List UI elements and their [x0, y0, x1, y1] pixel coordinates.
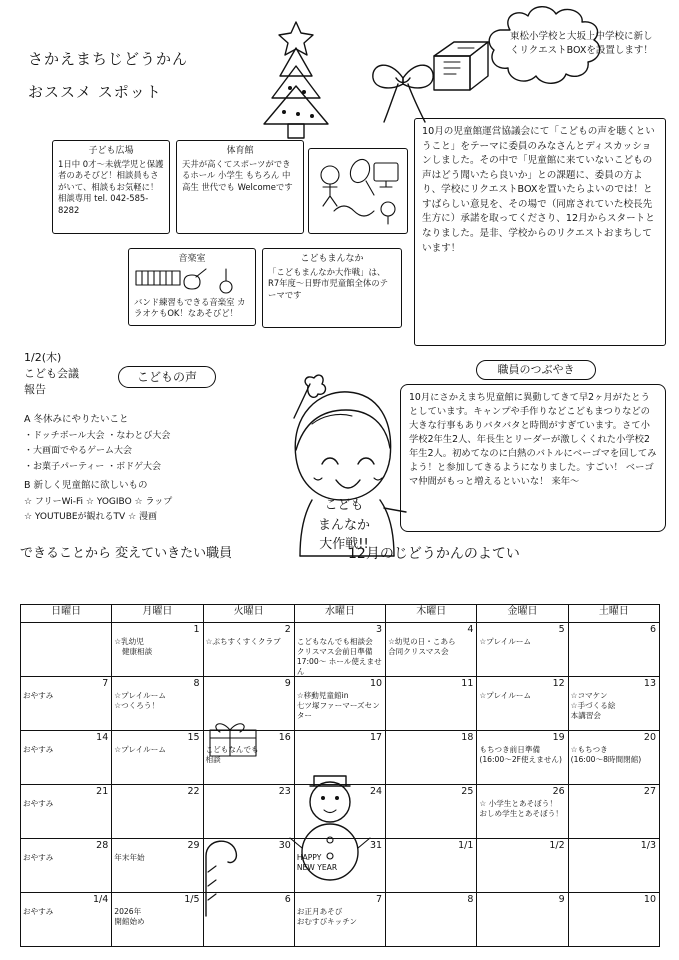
kodomo-kaigi-line2: こども会議: [24, 366, 79, 380]
calendar-event: ☆コマケン: [570, 691, 608, 701]
calendar-event: ☆プレイルーム: [114, 745, 166, 755]
calendar-day-cell[interactable]: [21, 677, 112, 731]
calendar-event: 合同クリスマス会: [388, 646, 449, 656]
calendar-day-cell[interactable]: [21, 839, 112, 893]
weekday-sat: 土曜日: [568, 605, 659, 623]
calendar-day-number: 25: [461, 786, 474, 798]
voice-item-a-3: ・お菓子パーティー ・ボドゲ大会: [24, 462, 161, 473]
calendar-day-number: 1/2: [549, 840, 565, 852]
calendar-day-events: [114, 691, 200, 711]
calendar-day-cell[interactable]: [112, 731, 203, 785]
spot-box-1-tag: 子ども広場: [88, 146, 134, 156]
calendar-day-number: 10: [643, 894, 656, 906]
request-box-callout: [418, 16, 666, 126]
spot-box-2-text: 天井が高くてスポーツができるホール 小学生 もちろん 中高生 世代でも Welcomeです: [182, 159, 293, 192]
calendar-day-cell[interactable]: [386, 893, 477, 947]
calendar-day-number: 1/5: [184, 894, 200, 906]
calendar-day-number: 1/4: [92, 894, 109, 906]
calendar-day-events: [114, 745, 200, 755]
calendar-event: ☆乳幼児: [114, 637, 144, 646]
calendar-day-number: 4: [467, 624, 474, 635]
calendar-day-number: 24: [370, 786, 383, 798]
sports-icons: [314, 153, 404, 229]
christmas-tree-icon: [236, 16, 356, 146]
calendar-event: 健康相談: [114, 646, 153, 656]
spot-box-4-tag: こどもまんなか: [300, 254, 364, 264]
calendar-day-events: [206, 637, 292, 647]
calendar-day-number: 7: [102, 678, 109, 690]
calendar-day-cell[interactable]: [294, 893, 385, 947]
calendar-day-cell[interactable]: [477, 677, 568, 731]
weekday-mon: 月曜日: [112, 605, 203, 623]
calendar-day-number: 23: [278, 786, 291, 798]
calendar-day-number: 13: [643, 678, 656, 690]
title-line-1: さかえまちじどうかん: [28, 50, 189, 68]
calendar-day-cell[interactable]: [568, 839, 659, 893]
calendar-day-number: 16: [278, 732, 291, 744]
calendar-day-cell[interactable]: [386, 731, 477, 785]
calendar-day-number: 9: [284, 678, 291, 690]
calendar-event: ☆幼児の日・こあら: [388, 637, 456, 646]
weekday-tue: 火曜日: [203, 605, 294, 623]
calendar-day-number: 1: [193, 624, 200, 635]
calendar-day-number: 15: [187, 732, 200, 744]
kodomo-no-koe-list: [24, 410, 274, 526]
calendar-day-events: [297, 691, 383, 721]
calendar-day-events: [479, 799, 565, 819]
calendar-day-events: [23, 907, 109, 917]
calendar-day-number: 1/1: [458, 840, 474, 852]
page-title: [28, 50, 238, 102]
request-box-icon: [424, 32, 502, 98]
calendar-day-cell[interactable]: [294, 677, 385, 731]
kid-caption-line3: 大作戦!!: [319, 537, 369, 552]
calendar-day-events: [388, 637, 474, 657]
calendar-day-cell[interactable]: [203, 623, 294, 677]
spot-box-3-tag: 音楽室: [178, 254, 206, 264]
calendar-week-row: [21, 893, 660, 947]
calendar-day-number: 14: [96, 732, 109, 744]
calendar-day-number: 21: [96, 786, 109, 798]
calendar-event: おやすみ: [23, 799, 54, 809]
voice-item-a-2: ・大画面でやるゲーム大会: [24, 446, 133, 457]
calendar-day-number: 29: [187, 840, 200, 852]
spot-box-4-text: 「こどもまんなか大作戦」は、R7年度～日野市児童館全体のテーマです: [268, 267, 389, 300]
calendar-event: こどもなんでも相談会: [296, 637, 373, 646]
calendar-event: ☆移動児童館in: [296, 691, 349, 701]
calendar-day-cell[interactable]: [112, 677, 203, 731]
staff-panel-text: 10月にさかえまち児童館に異動してきて早2ヶ月がたとうとしています。キャンプや手作りなどこどもまつりなどの大きな行事もありバタバタと時間がすぎています。さて小学校2年生2人、年長生とリーダーが激しくくれた小学校2年生2人。初めてなのに白熱のバトルにベーゴマを回してみよう！と参加してきるようになりました。すごい！ ベーゴマ仲間がもっと増えるといいな！ 来年～: [409, 392, 657, 487]
calendar-event: こどもなんでも: [205, 745, 259, 755]
calendar-day-number: 6: [649, 624, 656, 635]
calendar-header-row: [21, 605, 660, 623]
calendar-day-number: 19: [552, 732, 565, 744]
staff-panel: [400, 384, 666, 532]
calendar-event: ☆プレイルーム: [114, 691, 166, 701]
calendar-day-events: [23, 853, 109, 863]
cloud-text: 東松小学校と大坂上中学校に新しくリクエストBOXを設置します！: [510, 31, 653, 56]
calendar-day-events: [23, 745, 109, 755]
calendar-event: 17:00～ ホール使えません: [296, 656, 382, 676]
calendar-event: ☆プレイルーム: [479, 637, 532, 646]
weekday-wed: 水曜日: [294, 605, 385, 623]
voice-section-a: A 冬休みにやりたいこと: [24, 414, 129, 425]
calendar-day-number: 27: [643, 786, 656, 798]
calendar-day-number: 30: [278, 840, 291, 852]
calendar-day-number: 2: [284, 624, 291, 635]
calendar-event: お正月あそび: [296, 907, 343, 917]
calendar-day-cell[interactable]: [568, 785, 659, 839]
calendar-day-number: 10: [370, 678, 383, 690]
kid-caption-line1: こども: [324, 498, 364, 513]
calendar-day-events: [297, 907, 383, 927]
title-line-2: おススメ スポット: [28, 82, 162, 101]
calendar-day-events: [23, 691, 109, 701]
calendar-day-cell[interactable]: [568, 623, 659, 677]
calendar-day-number: 7: [376, 894, 383, 906]
calendar-day-cell[interactable]: [477, 731, 568, 785]
calendar-day-cell[interactable]: [568, 731, 659, 785]
calendar-day-number: 17: [370, 732, 383, 744]
calendar-event: おやすみ: [23, 691, 54, 701]
calendar-day-events: [571, 691, 657, 721]
calendar-day-number: 31: [370, 840, 383, 852]
calendar-day-number: 1/3: [640, 840, 656, 852]
calendar-day-events: [571, 745, 657, 765]
calendar-week-row: [21, 623, 660, 677]
calendar-event: おむすびキッチン: [296, 917, 358, 927]
calendar-event: 七ツ塚ファーマーズセンター: [296, 701, 380, 721]
weekday-fri: 金曜日: [477, 605, 568, 623]
calendar-day-cell[interactable]: [386, 785, 477, 839]
voice-item-a-1: ・ドッチボール大会 ・なわとび大会: [24, 430, 171, 441]
calendar-day-events: [114, 637, 200, 657]
spot-box-3-text: バンド練習もできる音楽室 カラオケもOK！なあそびど！: [134, 297, 246, 319]
kodomo-kaigi-date: 1/2(木): [24, 351, 62, 364]
calendar-day-events: [479, 745, 565, 765]
kid-caption-line2: まんなか: [317, 517, 370, 533]
voice-section-b: B 新しく児童館に欲しいもの: [24, 479, 148, 491]
calendar-day-events: [479, 691, 565, 701]
calendar-day-cell[interactable]: [21, 785, 112, 839]
kodomo-kaigi-line3: 報告: [24, 382, 46, 396]
sports-illustration-box: [308, 148, 408, 234]
spot-box-ongakushitsu: [128, 248, 256, 326]
calendar-day-cell[interactable]: [21, 623, 112, 677]
banner-left-text: できることから 変えていきたい職員: [20, 546, 233, 561]
snowman-doodle: [288, 770, 374, 888]
calendar-day-number: 20: [643, 732, 656, 744]
calendar-event: 2026年: [114, 907, 142, 917]
calendar-event: (16:00～2F使えません): [479, 755, 562, 765]
calendar-event: おやすみ: [23, 853, 54, 863]
weekday-sun: 日曜日: [21, 605, 112, 623]
weekday-thu: 木曜日: [386, 605, 477, 623]
calendar-day-number: 6: [284, 894, 291, 906]
spot-box-kodomo-hiroba: [52, 140, 170, 234]
calendar-day-number: 8: [193, 678, 200, 690]
spot-box-kodomo-mannaka: [262, 248, 402, 328]
voice-item-b-2: ☆ YOUTUBEが観れるTV ☆ 漫画: [24, 512, 157, 523]
calendar-event: ☆プレイルーム: [479, 691, 532, 701]
calendar-event: 開館始め: [114, 917, 145, 927]
calendar-day-cell[interactable]: [386, 677, 477, 731]
kodomo-no-koe-title: こどもの声: [118, 366, 216, 388]
calendar-day-cell[interactable]: [477, 785, 568, 839]
calendar-event: (16:00～8時間閉館): [570, 755, 642, 765]
gift-box-doodle: [196, 714, 286, 760]
calendar-day-number: 9: [558, 894, 565, 906]
calendar-day-number: 5: [558, 624, 565, 635]
music-instruments-icon: [134, 267, 246, 297]
calendar-day-cell[interactable]: [568, 677, 659, 731]
calendar-day-cell[interactable]: [386, 623, 477, 677]
calendar-event: ☆もちつき: [570, 745, 608, 755]
calendar-day-events: [23, 799, 109, 809]
council-report-text: 10月の児童館運営協議会にて「こどもの声を聴くということ」をテーマに委員のみなさんとディスカッションしました。その中で「児童館に来ていないこどもの声はどう聞いたら良いか」との課題に、委員の方より、学校にリクエストBOXを置いたらよいのでは！とすばらしい意見を、その場で（同席されていた校長先生方に）承諾を取ってくださり、12月からスタートとなりました。是非、学校からのリクエストおまちしています！: [422, 126, 655, 254]
calendar-day-cell[interactable]: [21, 731, 112, 785]
calendar-event: NEW YEAR: [296, 863, 338, 873]
banner-right-text: 12月のじどうかんのよてい: [348, 546, 520, 562]
calendar-day-cell[interactable]: [294, 623, 385, 677]
calendar-event: ☆手づくる絵: [570, 701, 616, 711]
calendar-event: おやすみ: [23, 907, 54, 917]
calendar-event: ☆ 小学生とあそぼう！: [479, 799, 557, 809]
calendar-event: 年末年始: [114, 853, 145, 863]
calendar-event: クリスマス会前日準備: [296, 646, 373, 656]
calendar-day-number: 22: [187, 786, 200, 798]
calendar-day-cell[interactable]: [21, 893, 112, 947]
calendar-day-cell[interactable]: [112, 623, 203, 677]
calendar-day-number: 28: [96, 840, 109, 852]
calendar-event: おやすみ: [23, 745, 54, 755]
calendar-event: ☆ぷちすくすくクラブ: [205, 637, 281, 646]
calendar-day-number: 11: [461, 678, 474, 690]
calendar-day-cell[interactable]: [477, 623, 568, 677]
staff-title: 職員のつぶやき: [476, 360, 596, 380]
candy-cane-doodle: [186, 812, 256, 922]
calendar-day-cell[interactable]: [568, 893, 659, 947]
council-report-panel: [414, 118, 666, 346]
spot-box-2-tag: 体育館: [226, 146, 254, 156]
calendar-day-events: [297, 637, 383, 676]
calendar-day-cell[interactable]: [386, 839, 477, 893]
voice-item-b-1: ☆ フリーWi-Fi ☆ YOGIBO ☆ ラップ: [24, 496, 173, 507]
calendar-week-row: [21, 677, 660, 731]
calendar-event: 本講習会: [570, 711, 602, 721]
calendar-event: おしめ学生とあそぼう！: [479, 809, 563, 819]
spot-box-1-text: 1日中 0才～未就学児と保護者のあそびど！相談員もさがいて、相談もお気軽に！相談専用 tel. 042-585-8282: [58, 159, 164, 215]
calendar-day-events: [479, 637, 565, 647]
calendar-day-number: 18: [461, 732, 474, 744]
calendar-day-number: 12: [552, 678, 565, 690]
calendar-event: 相談: [205, 755, 221, 765]
calendar-day-number: 3: [376, 624, 383, 635]
calendar-day-cell[interactable]: [477, 893, 568, 947]
calendar-day-number: 8: [467, 894, 474, 906]
calendar-event: HAPPY: [296, 853, 322, 863]
calendar-event: ☆つくろう！: [114, 701, 160, 711]
calendar-day-cell[interactable]: [477, 839, 568, 893]
calendar-day-number: 26: [552, 786, 565, 798]
calendar-event: もちつき前日準備: [479, 745, 541, 755]
spot-box-taiikukan: [176, 140, 304, 234]
